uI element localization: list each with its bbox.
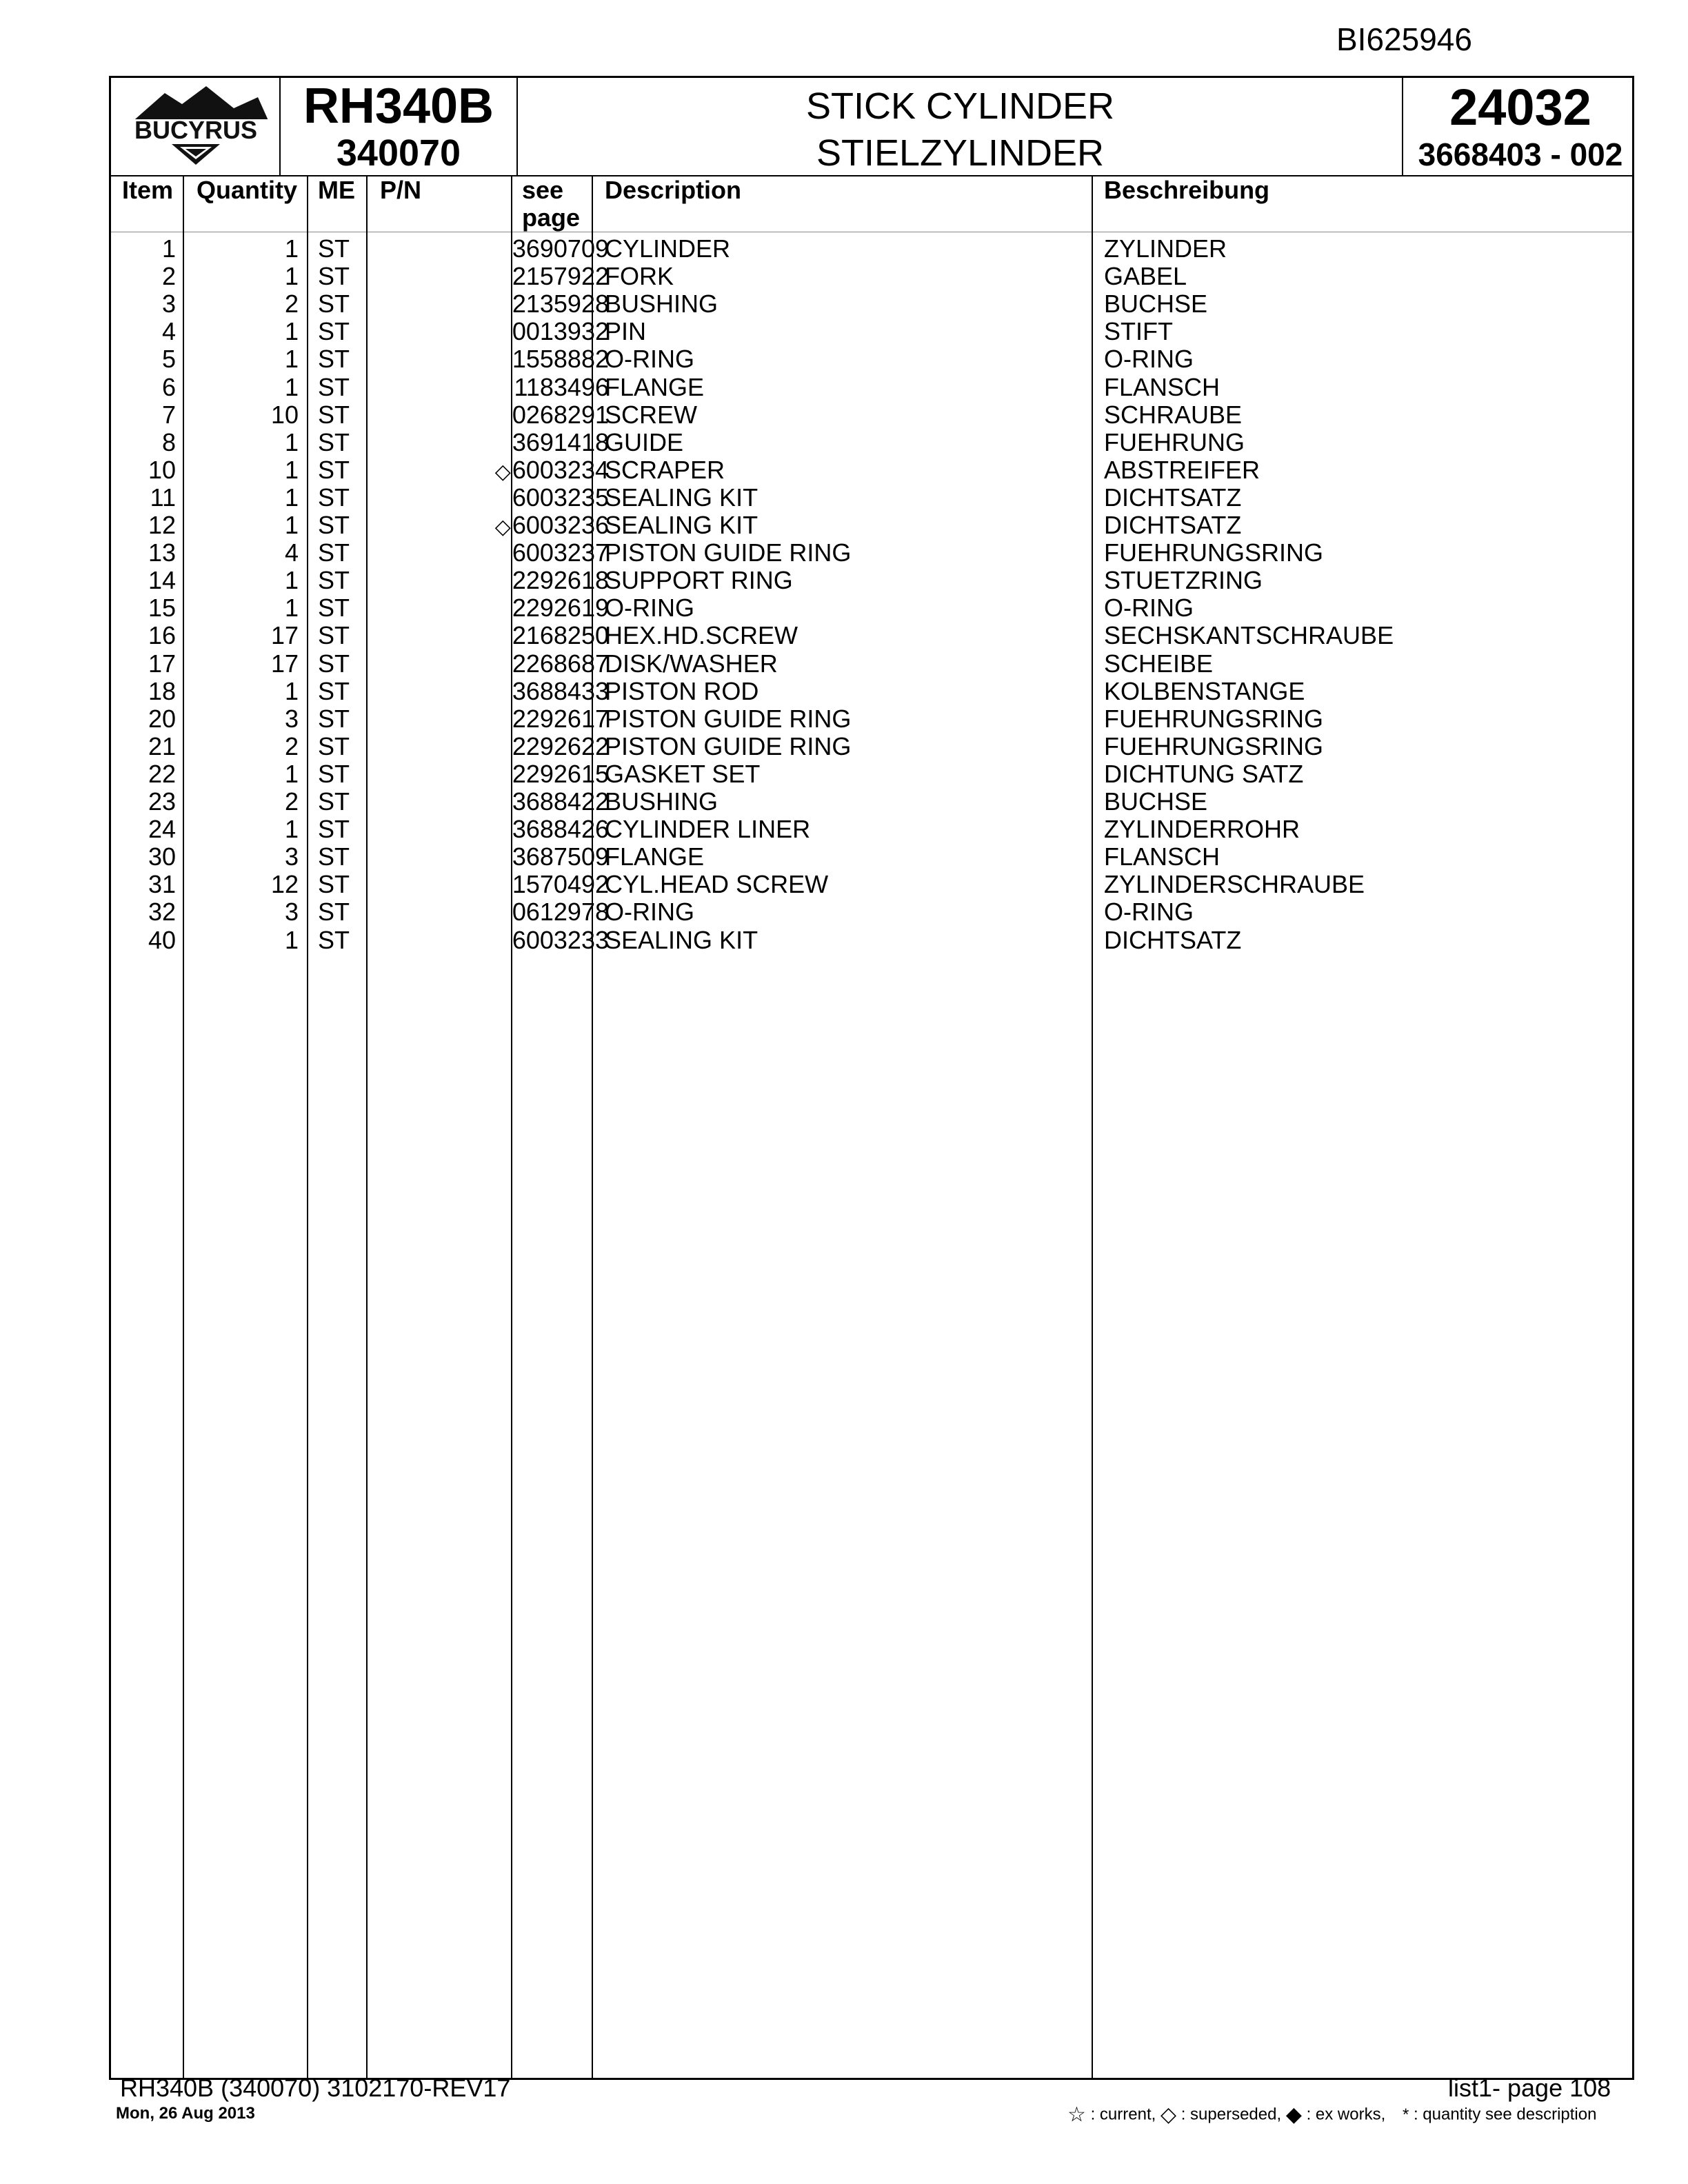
- description: PISTON GUIDE RING: [605, 731, 852, 760]
- column-header-page: page: [522, 203, 581, 232]
- table-row: [111, 539, 1636, 567]
- unit: ST: [318, 345, 350, 374]
- quantity: 1: [284, 455, 299, 484]
- part-number: 1183496: [514, 372, 609, 401]
- unit: ST: [318, 815, 350, 844]
- description: O-RING: [605, 345, 694, 374]
- item-number: 10: [148, 455, 176, 484]
- table-row: [111, 927, 1636, 954]
- beschreibung: DICHTSATZ: [1104, 925, 1242, 954]
- beschreibung: ZYLINDER: [1104, 234, 1227, 263]
- beschreibung: FUEHRUNG: [1104, 427, 1245, 456]
- title-english: STICK CYLINDER: [805, 85, 1115, 127]
- table-row: [111, 733, 1636, 760]
- unit: ST: [318, 317, 350, 346]
- description: SCREW: [605, 400, 697, 429]
- item-number: 2: [161, 262, 176, 291]
- part-number: 2157922: [512, 262, 609, 291]
- quantity: 1: [284, 234, 299, 263]
- table-row: [111, 650, 1636, 678]
- part-number: 3690709: [512, 234, 609, 263]
- quantity: 3: [284, 704, 299, 733]
- bucyrus-logo: [117, 83, 275, 173]
- unit: ST: [318, 290, 350, 318]
- beschreibung: SCHEIBE: [1104, 649, 1214, 678]
- table-row: [111, 263, 1636, 290]
- document-id: BI625946: [1336, 21, 1472, 57]
- unit: ST: [318, 870, 350, 899]
- table-row: [111, 401, 1636, 429]
- description: BUSHING: [605, 787, 719, 816]
- unit: ST: [318, 594, 350, 623]
- part-number: 2168250: [512, 621, 609, 650]
- footer-date: Mon, 26 Aug 2013: [116, 2104, 255, 2123]
- part-number: 1558882: [512, 345, 609, 374]
- part-number: 2292618: [512, 566, 609, 595]
- parts-list-frame: [109, 76, 1634, 2080]
- part-number: 2292615: [512, 759, 609, 788]
- unit: ST: [318, 621, 350, 650]
- bucyrus-logo-icon: [117, 83, 275, 173]
- description: SEALING KIT: [605, 925, 758, 954]
- unit: ST: [318, 759, 350, 788]
- quantity: 1: [284, 511, 299, 539]
- legend-current: : current,: [1090, 2105, 1156, 2124]
- description: SEALING KIT: [605, 483, 758, 512]
- quantity: 2: [284, 290, 299, 318]
- beschreibung: DICHTSATZ: [1104, 511, 1242, 539]
- item-number: 6: [161, 372, 176, 401]
- diamond-filled-icon: ◆: [1285, 2103, 1302, 2126]
- unit: ST: [318, 731, 350, 760]
- table-row: [111, 512, 1636, 539]
- part-number: 3691418: [512, 427, 609, 456]
- description: O-RING: [605, 898, 694, 927]
- unit: ST: [318, 262, 350, 291]
- table-row: [111, 871, 1636, 898]
- beschreibung: O-RING: [1104, 898, 1194, 927]
- description: O-RING: [605, 594, 694, 623]
- quantity: 1: [284, 483, 299, 512]
- quantity: 1: [284, 925, 299, 954]
- part-number-value: 6003236: [512, 511, 609, 539]
- beschreibung: FLANSCH: [1104, 372, 1220, 401]
- table-row: [111, 705, 1636, 733]
- item-number: 18: [148, 676, 176, 705]
- superseded-diamond-icon: ◇: [494, 460, 511, 483]
- unit: ST: [318, 511, 350, 539]
- part-number: 2292617: [512, 704, 609, 733]
- legend-ex-works: : ex works,: [1306, 2105, 1386, 2124]
- unit: ST: [318, 455, 350, 484]
- item-number: 12: [148, 511, 176, 539]
- description: DISK/WASHER: [605, 649, 778, 678]
- item-number: 40: [148, 925, 176, 954]
- description: PISTON GUIDE RING: [605, 538, 852, 567]
- page-number: 24032: [1449, 79, 1591, 136]
- item-number: 30: [148, 842, 176, 871]
- quantity: 4: [284, 538, 299, 567]
- model-name: RH340B: [303, 79, 494, 134]
- beschreibung: ZYLINDERROHR: [1104, 815, 1300, 844]
- header-divider: [1402, 78, 1403, 176]
- beschreibung: ABSTREIFER: [1104, 455, 1260, 484]
- logo-text: BUCYRUS: [134, 116, 258, 144]
- beschreibung: STIFT: [1104, 317, 1173, 346]
- item-number: 14: [148, 566, 176, 595]
- unit: ST: [318, 649, 350, 678]
- item-number: 24: [148, 815, 176, 844]
- item-number: 15: [148, 594, 176, 623]
- unit: ST: [318, 400, 350, 429]
- column-header-description: Description: [605, 176, 742, 204]
- table-row: [111, 374, 1636, 401]
- part-number: [366, 512, 609, 541]
- table-row: [111, 622, 1636, 649]
- table-row: [111, 594, 1636, 622]
- beschreibung: KOLBENSTANGE: [1104, 676, 1305, 705]
- unit: ST: [318, 234, 350, 263]
- footer-reference: RH340B (340070) 3102170-REV17: [120, 2074, 511, 2102]
- legend-superseded: : superseded,: [1180, 2105, 1282, 2124]
- part-number: 1570492: [512, 870, 609, 899]
- quantity: 3: [284, 842, 299, 871]
- beschreibung: O-RING: [1104, 345, 1194, 374]
- beschreibung: FUEHRUNGSRING: [1104, 731, 1324, 760]
- quantity: 3: [284, 898, 299, 927]
- diamond-outline-icon: ◇: [1160, 2103, 1177, 2126]
- description: SCRAPER: [605, 455, 725, 484]
- beschreibung: SECHSKANTSCHRAUBE: [1104, 621, 1394, 650]
- description: BUSHING: [605, 290, 719, 318]
- column-header-quantity: Quantity: [197, 176, 298, 204]
- item-number: 13: [148, 538, 176, 567]
- beschreibung: SCHRAUBE: [1104, 400, 1243, 429]
- part-number: 0013932: [512, 317, 609, 346]
- description: SUPPORT RING: [605, 566, 793, 595]
- table-row: [111, 788, 1636, 816]
- table-row: [111, 678, 1636, 705]
- reference-number: 3668403 - 002: [1418, 136, 1623, 172]
- part-number: 2292619: [512, 594, 609, 623]
- item-number: 20: [148, 704, 176, 733]
- table-row: [111, 290, 1636, 318]
- unit: ST: [318, 842, 350, 871]
- quantity: 1: [284, 372, 299, 401]
- description: GASKET SET: [605, 759, 761, 788]
- unit: ST: [318, 566, 350, 595]
- part-number: 3687509: [512, 842, 609, 871]
- quantity: 1: [284, 594, 299, 623]
- column-header-see: see: [522, 176, 564, 204]
- column-header-beschreibung: Beschreibung: [1104, 176, 1270, 204]
- unit: ST: [318, 704, 350, 733]
- item-number: 5: [161, 345, 176, 374]
- quantity: 1: [284, 317, 299, 346]
- item-number: 21: [148, 731, 176, 760]
- item-number: 23: [148, 787, 176, 816]
- part-number: 6003235: [512, 483, 609, 512]
- unit: ST: [318, 898, 350, 927]
- description: FLANGE: [605, 372, 705, 401]
- beschreibung: DICHTUNG SATZ: [1104, 759, 1304, 788]
- column-header-pn: P/N: [380, 176, 422, 204]
- item-number: 32: [148, 898, 176, 927]
- description: CYL.HEAD SCREW: [605, 870, 829, 899]
- asterisk-icon: *: [1402, 2105, 1409, 2124]
- part-number: [366, 456, 609, 486]
- column-header-me: ME: [318, 176, 355, 204]
- item-number: 1: [161, 234, 176, 263]
- table-row: [111, 456, 1636, 484]
- beschreibung: FLANSCH: [1104, 842, 1220, 871]
- quantity: 10: [270, 400, 299, 429]
- description: GUIDE: [605, 427, 684, 456]
- description: SEALING KIT: [605, 511, 758, 539]
- part-number: 2268687: [512, 649, 609, 678]
- quantity: 12: [270, 870, 299, 899]
- unit: ST: [318, 787, 350, 816]
- item-number: 11: [150, 483, 176, 512]
- item-number: 8: [161, 427, 176, 456]
- beschreibung: STUETZRING: [1104, 566, 1263, 595]
- quantity: 1: [284, 345, 299, 374]
- description: FLANGE: [605, 842, 705, 871]
- star-outline-icon: ☆: [1067, 2103, 1086, 2126]
- description: FORK: [605, 262, 674, 291]
- description: PIN: [605, 317, 647, 346]
- legend-quantity: : quantity see description: [1413, 2105, 1597, 2124]
- description: HEX.HD.SCREW: [605, 621, 798, 650]
- quantity: 1: [284, 566, 299, 595]
- part-number: 3688422: [512, 787, 609, 816]
- description: PISTON GUIDE RING: [605, 704, 852, 733]
- unit: ST: [318, 676, 350, 705]
- unit: ST: [318, 925, 350, 954]
- quantity: 1: [284, 262, 299, 291]
- legend: [1067, 2103, 1596, 2127]
- description: CYLINDER LINER: [605, 815, 811, 844]
- column-header-item: Item: [122, 176, 174, 204]
- unit: ST: [318, 372, 350, 401]
- table-row: [111, 318, 1636, 345]
- item-number: 16: [148, 621, 176, 650]
- quantity: 1: [284, 815, 299, 844]
- table-row: [111, 843, 1636, 871]
- part-number: 2135928: [512, 290, 609, 318]
- quantity: 17: [270, 621, 299, 650]
- beschreibung: GABEL: [1104, 262, 1187, 291]
- part-number: 0612978: [512, 898, 609, 927]
- unit: ST: [318, 427, 350, 456]
- table-row: [111, 345, 1636, 373]
- part-number: 0268291: [512, 400, 609, 429]
- model-number: 340070: [336, 132, 461, 174]
- part-number: 6003233: [512, 925, 609, 954]
- item-number: 31: [148, 870, 176, 899]
- table-row: [111, 429, 1636, 456]
- item-number: 7: [161, 400, 176, 429]
- beschreibung: BUCHSE: [1104, 290, 1208, 318]
- quantity: 1: [284, 676, 299, 705]
- table-row: [111, 816, 1636, 843]
- title-german: STIELZYLINDER: [816, 132, 1105, 174]
- description: CYLINDER: [605, 234, 731, 263]
- table-row: [111, 235, 1636, 263]
- item-number: 22: [148, 759, 176, 788]
- beschreibung: BUCHSE: [1104, 787, 1208, 816]
- unit: ST: [318, 538, 350, 567]
- item-number: 4: [161, 317, 176, 346]
- superseded-diamond-icon: ◇: [494, 516, 511, 538]
- beschreibung: DICHTSATZ: [1104, 483, 1242, 512]
- part-number: 2292622: [512, 731, 609, 760]
- header-divider: [279, 78, 281, 176]
- table-row: [111, 898, 1636, 926]
- beschreibung: ZYLINDERSCHRAUBE: [1104, 870, 1365, 899]
- part-number: 6003237: [512, 538, 609, 567]
- footer-page: list1- page 108: [1448, 2074, 1611, 2102]
- beschreibung: FUEHRUNGSRING: [1104, 538, 1324, 567]
- quantity: 2: [284, 787, 299, 816]
- beschreibung: FUEHRUNGSRING: [1104, 704, 1324, 733]
- quantity: 1: [284, 427, 299, 456]
- quantity: 2: [284, 731, 299, 760]
- description: PISTON ROD: [605, 676, 759, 705]
- part-number-value: 6003234: [512, 455, 609, 484]
- quantity: 1: [284, 759, 299, 788]
- beschreibung: O-RING: [1104, 594, 1194, 623]
- table-row: [111, 484, 1636, 512]
- table-row: [111, 567, 1636, 594]
- part-number: 3688426: [512, 815, 609, 844]
- item-number: 17: [148, 649, 176, 678]
- unit: ST: [318, 483, 350, 512]
- quantity: 17: [270, 649, 299, 678]
- part-number: 3688433: [512, 676, 609, 705]
- item-number: 3: [161, 290, 176, 318]
- table-row: [111, 760, 1636, 788]
